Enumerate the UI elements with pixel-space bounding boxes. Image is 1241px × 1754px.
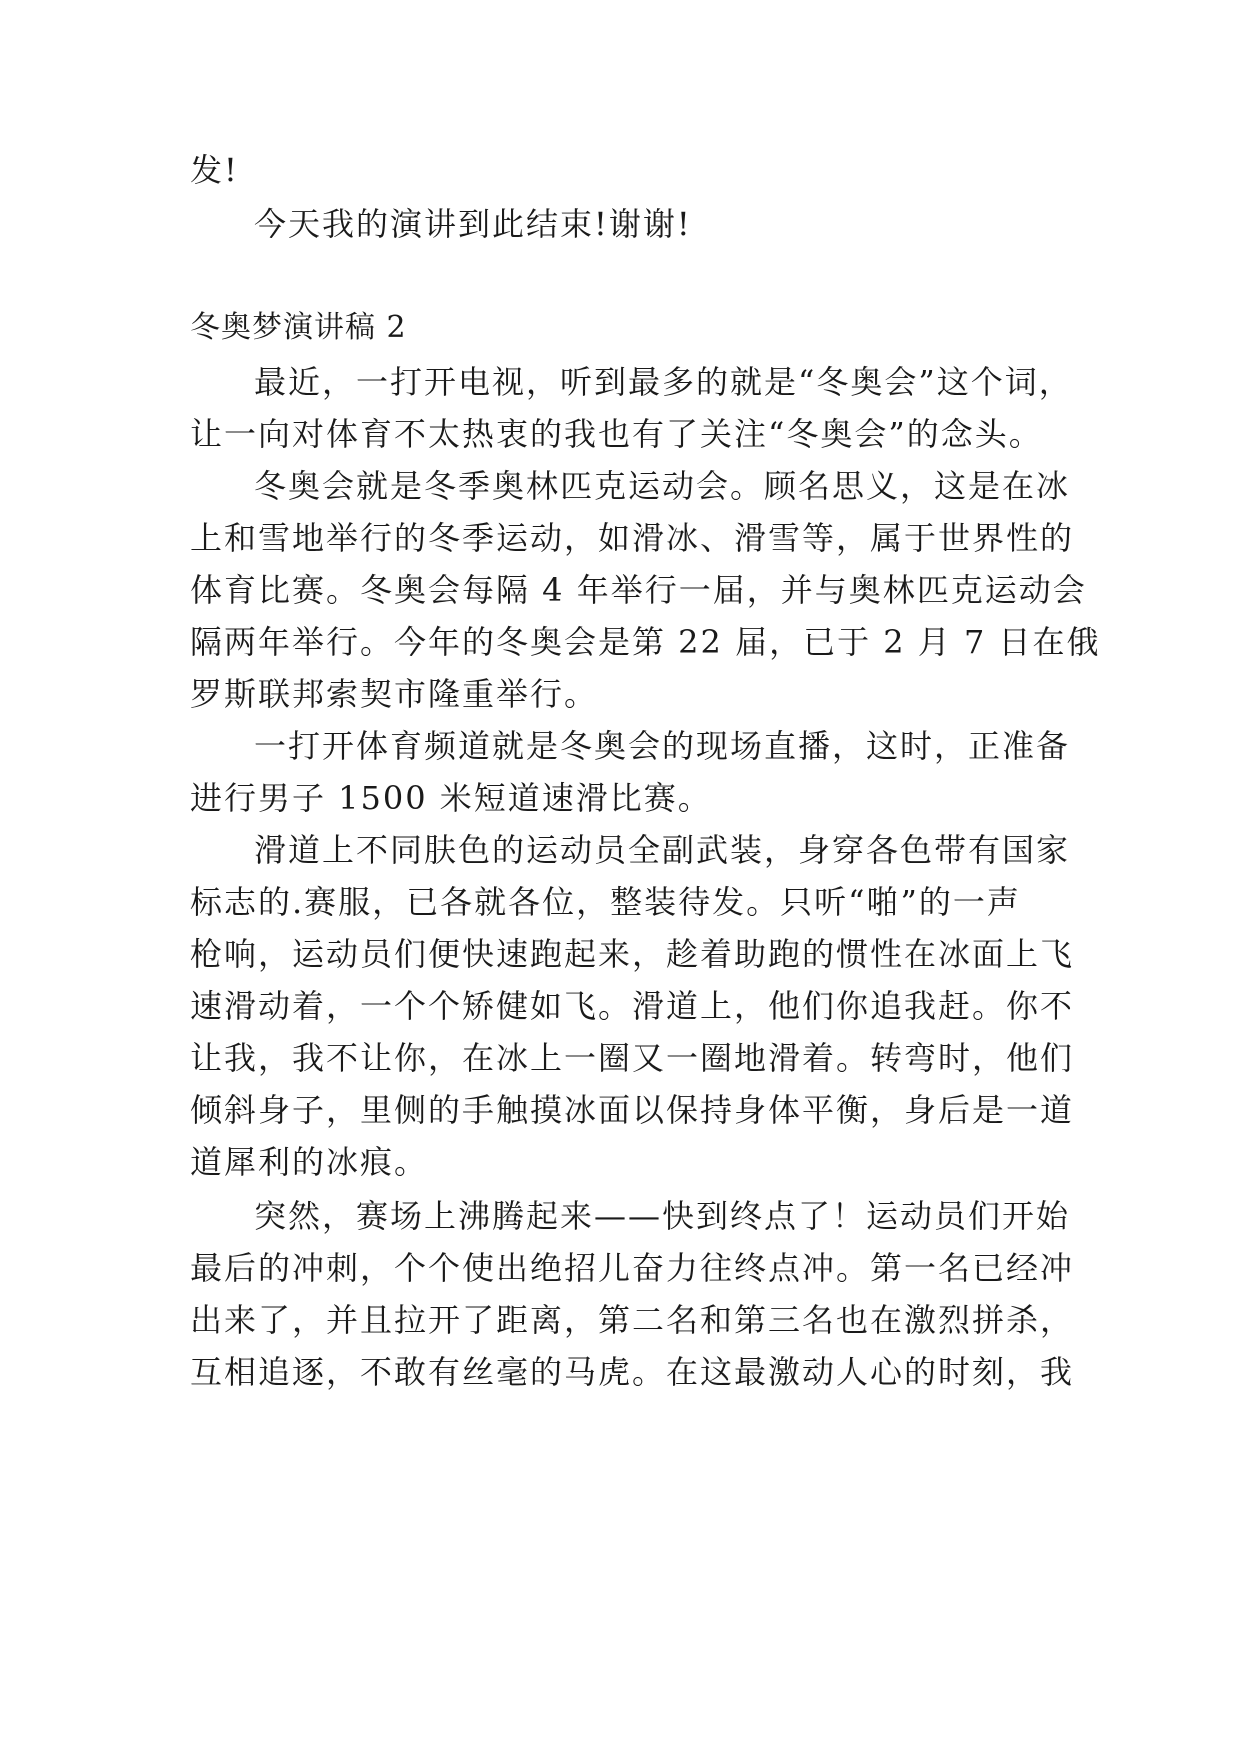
text-line: 一打开体育频道就是冬奥会的现场直播，这时，正准备: [254, 727, 1071, 765]
text-line: 体育比赛。冬奥会每隔 4 年举行一届，并与奥林匹克运动会: [190, 571, 1087, 609]
text-line: 隔两年举行。今年的冬奥会是第 22 届，已于 2 月 7 日在俄: [190, 623, 1101, 661]
text-line: 罗斯联邦索契市隆重举行。: [190, 675, 599, 713]
text-line: 让我，我不让你，在冰上一圈又一圈地滑着。转弯时，他们: [190, 1039, 1075, 1077]
text-line: 冬奥会就是冬季奥林匹克运动会。顾名思义，这是在冰: [254, 467, 1071, 505]
text-line: 速滑动着，一个个矫健如飞。滑道上，他们你追我赶。你不: [190, 987, 1075, 1025]
text-line: 枪响，运动员们便快速跑起来，趁着助跑的惯性在冰面上飞: [190, 935, 1075, 973]
section-title: 冬奥梦演讲稿 2: [190, 310, 407, 345]
text-line: 出来了，并且拉开了距离，第二名和第三名也在激烈拼杀，: [190, 1301, 1075, 1339]
prev-section-tail: 发!: [190, 151, 239, 189]
text-line: 互相追逐，不敢有丝毫的马虎。在这最激动人心的时刻，我: [190, 1353, 1075, 1391]
closing-line: 今天我的演讲到此结束!谢谢!: [254, 205, 692, 243]
text-line: 倾斜身子，里侧的手触摸冰面以保持身体平衡，身后是一道: [190, 1091, 1075, 1129]
text-line: 突然，赛场上沸腾起来——快到终点了！运动员们开始: [254, 1197, 1071, 1235]
text-line: 最近，一打开电视，听到最多的就是“冬奥会”这个词，: [254, 363, 1073, 401]
text-line: 滑道上不同肤色的运动员全副武装，身穿各色带有国家: [254, 831, 1071, 869]
text-line: 上和雪地举行的冬季运动，如滑冰、滑雪等，属于世界性的: [190, 519, 1075, 557]
text-line: 让一向对体育不太热衷的我也有了关注“冬奥会”的念头。: [190, 415, 1043, 453]
text-line: 标志的.赛服，已各就各位，整装待发。只听“啪”的一声: [190, 883, 1021, 921]
text-line: 进行男子 1500 米短道速滑比赛。: [190, 779, 712, 817]
text-line: 道犀利的冰痕。: [190, 1143, 429, 1181]
text-line: 最后的冲刺，个个使出绝招儿奋力往终点冲。第一名已经冲: [190, 1249, 1075, 1287]
